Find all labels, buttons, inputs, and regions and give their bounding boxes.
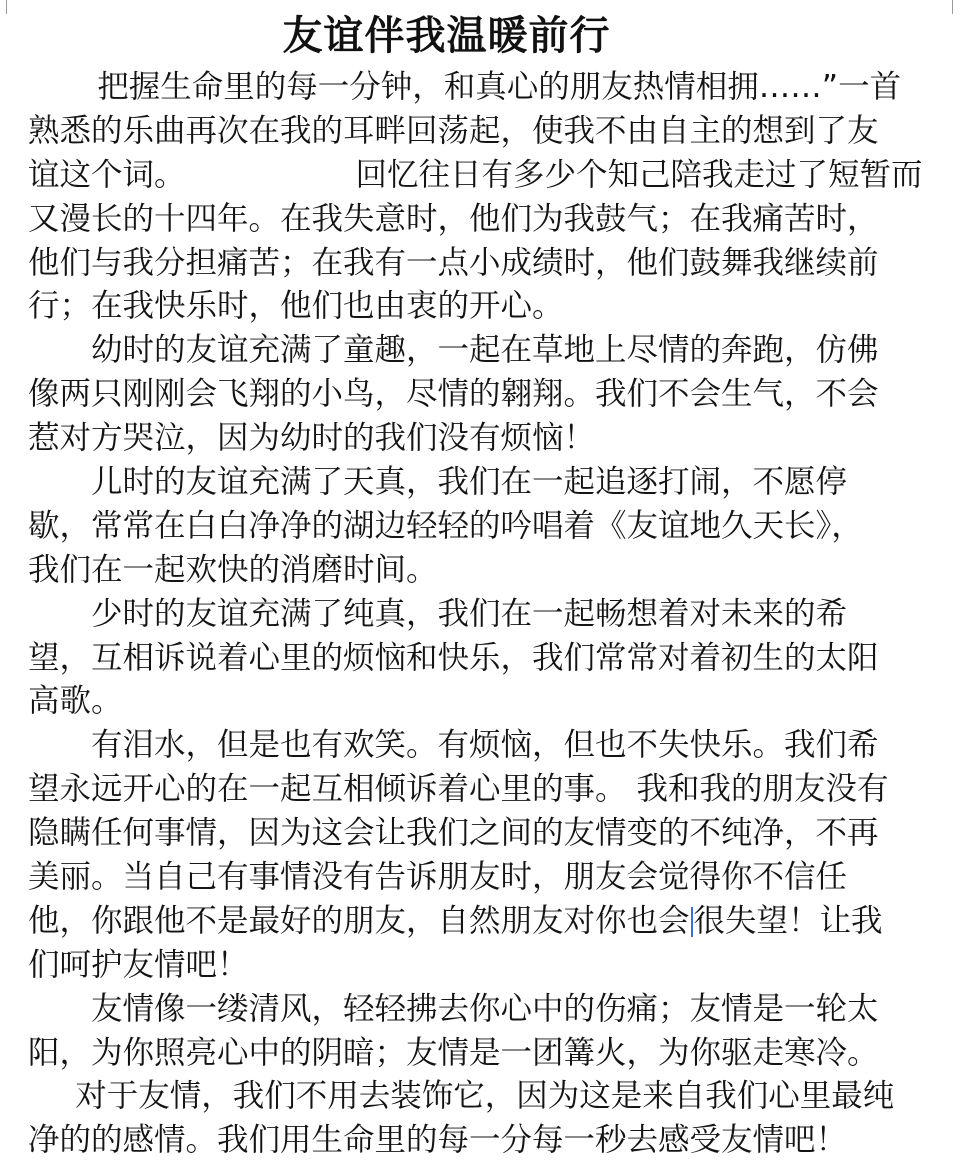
text-line [28,505,948,549]
line-text: 又漫长的十四年。在我失意时，他们为我鼓气；在我痛苦时， [28,200,879,237]
line-text: 望，互相诉说着心里的烦恼和快乐，我们常常对着初生的太阳 [28,639,879,676]
line-text-continued: 回忆往日有多少个知己陪我走过了短暂而 [355,156,923,193]
text-line [28,1119,948,1163]
text-cursor [691,907,693,937]
line-text: 惹对方哭泣，因为幼时的我们没有烦恼！ [28,420,596,457]
text-line [28,988,948,1032]
line-text: 把握生命里的每一分钟，和真心的朋友热情相拥……”一首 [97,69,902,105]
line-text: 他们与我分担痛苦；在我有一点小成绩时，他们鼓舞我继续前 [28,244,879,281]
line-text: 行；在我快乐时，他们也由衷的开心。 [28,288,564,325]
line-text: 有泪水，但是也有欢笑。有烦恼，但也不失快乐。我们希 [91,727,879,764]
text-line [28,329,948,373]
text-line [28,198,948,242]
document-body[interactable] [28,66,948,1163]
line-text: 歇，常常在白白净净的湖边轻轻的吟唱着《友谊地久天长》， [28,507,863,544]
text-line [28,593,948,637]
line-text: 熟悉的乐曲再次在我的耳畔回荡起，使我不由自主的想到了友 [28,112,879,149]
line-text: 我们在一起欢快的消磨时间。 [28,551,438,588]
text-line [28,1032,948,1076]
text-line [28,110,948,154]
line-text: 谊这个词。 [28,156,186,193]
text-line [28,285,948,329]
line-text-continued: 很失望！让我 [693,902,883,939]
line-text: 美丽。当自己有事情没有告诉朋友时，朋友会觉得你不信任 [28,859,848,896]
line-text: 隐瞒任何事情，因为这会让我们之间的友情变的不纯净，不再 [28,815,879,852]
text-line [28,724,948,768]
text-line [28,154,948,198]
line-text: 望永远开心的在一起互相倾诉着心里的事。 我和我的朋友没有 [28,771,889,808]
line-text: 他，你跟他不是最好的朋友，自然朋友对你也会 [28,902,690,939]
text-line [28,637,948,681]
document-title [0,10,963,62]
line-text: 高歌。 [28,683,123,720]
line-text: 友情像一缕清风，轻轻拂去你心中的伤痛；友情是一轮太 [91,990,879,1027]
line-text: 净的的感情。我们用生命里的每一分每一秒去感受友情吧！ [28,1122,848,1159]
title-text: 友谊伴我温暖前行 [282,13,611,59]
line-text: 幼时的友谊充满了童趣，一起在草地上尽情的奔跑，仿佛 [91,332,879,369]
text-line [28,417,948,461]
text-line [28,66,948,110]
line-text: 像两只刚刚会飞翔的小鸟，尽情的翱翔。我们不会生气，不会 [28,376,879,413]
line-text: 儿时的友谊充满了天真，我们在一起追逐打闹，不愿停 [91,464,848,501]
line-text: 少时的友谊充满了纯真，我们在一起畅想着对未来的希 [91,595,848,632]
line-text: 对于友情，我们不用去装饰它，因为这是来自我们心里最纯 [75,1078,895,1115]
text-line [28,549,948,593]
text-line [28,856,948,900]
text-line [28,944,948,988]
text-line [28,812,948,856]
text-line [28,900,948,944]
text-line [28,680,948,724]
text-line [28,461,948,505]
text-line [28,768,948,812]
line-text: 阳，为你照亮心中的阴暗；友情是一团篝火，为你驱走寒冷。 [28,1034,879,1071]
text-line [28,373,948,417]
text-line [28,1075,948,1119]
text-line [28,242,948,286]
line-text: 们呵护友情吧！ [28,946,249,983]
